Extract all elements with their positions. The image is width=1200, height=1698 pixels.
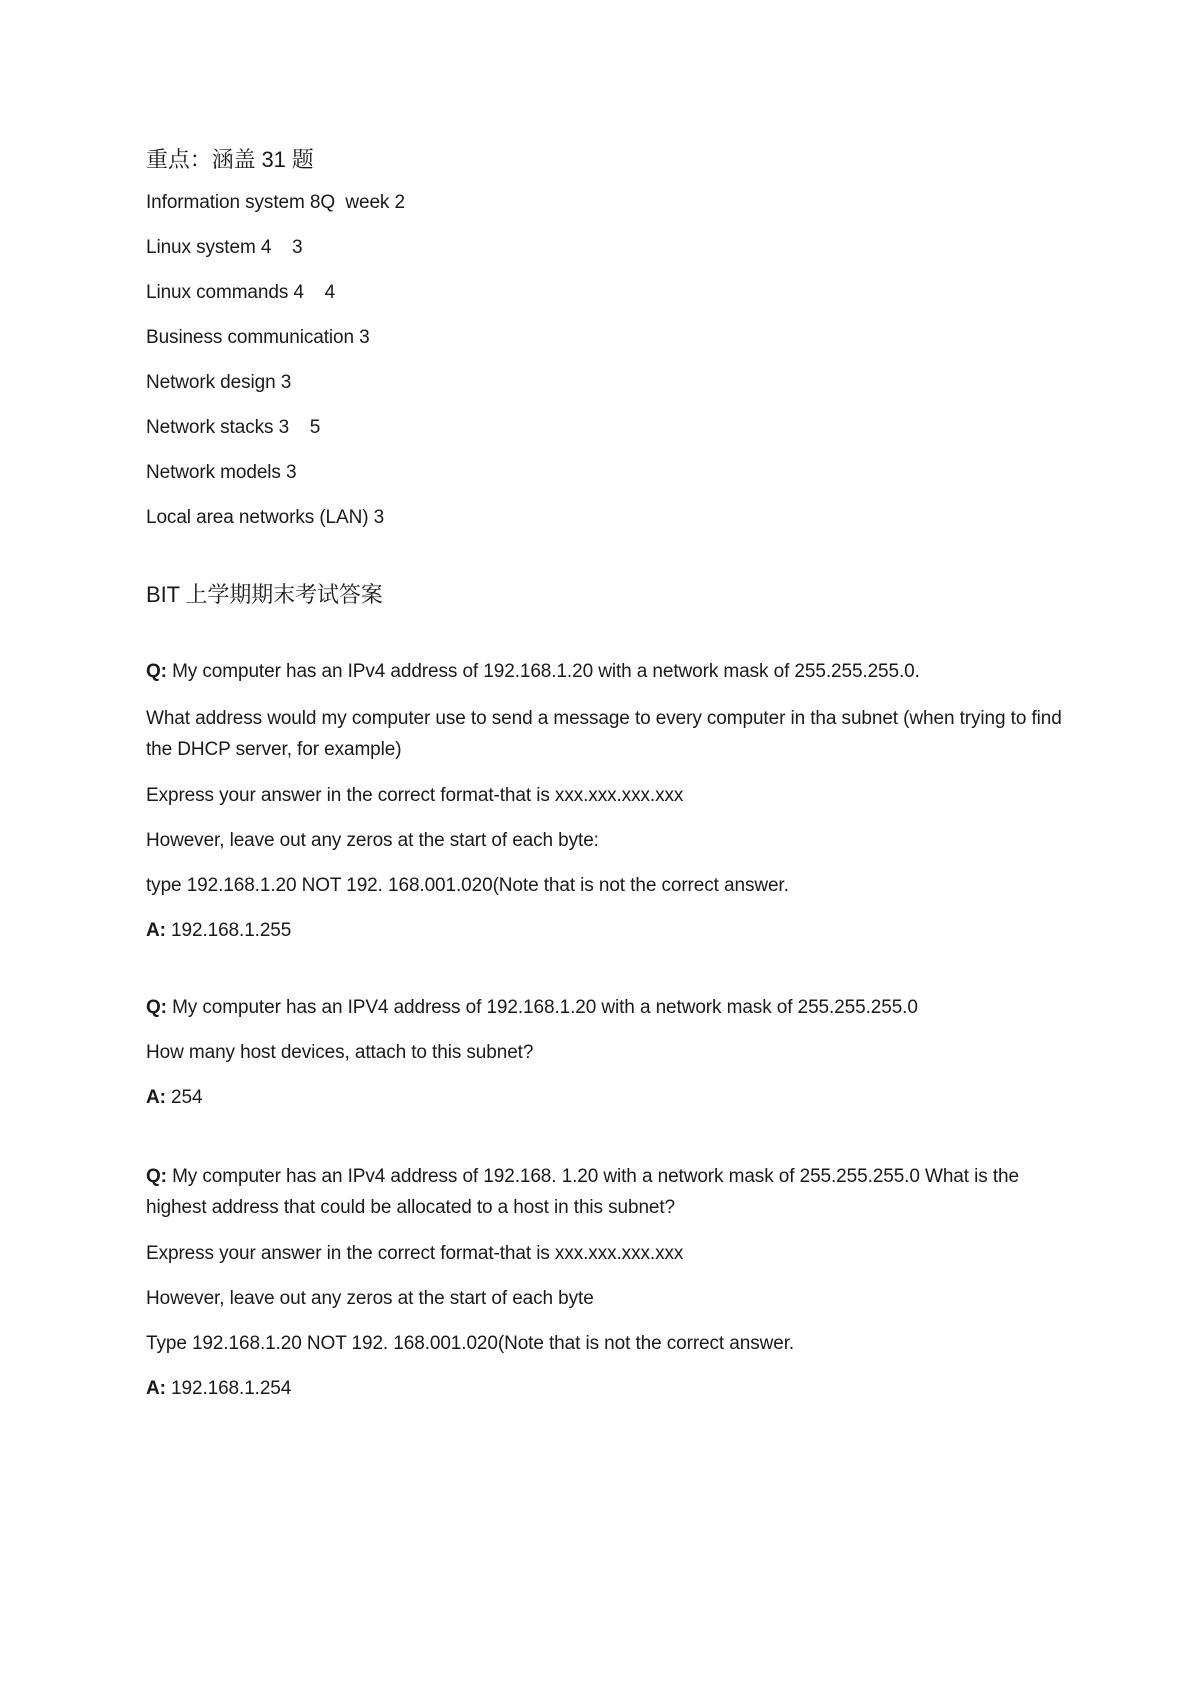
topic-item: Network stacks 3 5	[146, 417, 321, 438]
question-label: Q:	[146, 661, 167, 682]
answer-label: A:	[146, 1087, 166, 1108]
question-detail: How many host devices, attach to this subnet?	[146, 1042, 534, 1063]
question-detail: However, leave out any zeros at the start of each byte:	[146, 830, 599, 851]
topic-item: Linux commands 4 4	[146, 282, 336, 303]
answer	[146, 917, 1066, 945]
topic-item: Linux system 4 3	[146, 237, 303, 258]
question-detail: type 192.168.1.20 NOT 192. 168.001.020(Note that is not the correct answer.	[146, 875, 789, 896]
topic-item: Network models 3	[146, 462, 297, 483]
question-text: My computer has an IPV4 address of 192.168.1.20 with a network mask of 255.255.255.0	[166, 997, 918, 1018]
topic-item: Network design 3	[146, 372, 292, 393]
answer-text: 254	[165, 1087, 203, 1108]
question-detail: Express your answer in the correct format-that is xxx.xxx.xxx.xxx	[146, 785, 684, 806]
answer-label: A:	[146, 920, 166, 941]
answer-text: 192.168.1.255	[165, 920, 292, 941]
question-text: My computer has an IPv4 address of 192.168.1.20 with a network mask of 255.255.255.0.	[166, 661, 920, 682]
topic-item: Information system 8Q week 2	[146, 192, 405, 213]
answer	[146, 1375, 1066, 1403]
question-detail: What address would my computer use to send a message to every computer in tha subnet (when trying to find the DHCP server, for example)	[146, 708, 1067, 760]
question-text: My computer has an IPv4 address of 192.168. 1.20 with a network mask of 255.255.255.0 What is the highest address that could be allocated to a host in this subnet?	[146, 1166, 1025, 1218]
answer-label: A:	[146, 1378, 166, 1399]
answer	[146, 1084, 1066, 1112]
section-title: BIT 上学期期末考试答案	[146, 582, 383, 607]
document-content	[146, 146, 1066, 1420]
answer-text: 192.168.1.254	[165, 1378, 292, 1399]
question-label: Q:	[146, 1166, 167, 1187]
question-detail: However, leave out any zeros at the start of each byte	[146, 1288, 594, 1309]
topic-item: Local area networks (LAN) 3	[146, 507, 385, 528]
question	[146, 994, 1066, 1022]
page-title: 重点：涵盖 31 题	[146, 147, 314, 172]
question	[146, 658, 1066, 686]
question	[146, 1161, 1066, 1223]
question-detail: Type 192.168.1.20 NOT 192. 168.001.020(Note that is not the correct answer.	[146, 1333, 795, 1354]
question-detail: Express your answer in the correct format-that is xxx.xxx.xxx.xxx	[146, 1243, 684, 1264]
topic-item: Business communication 3	[146, 327, 370, 348]
question-label: Q:	[146, 997, 167, 1018]
